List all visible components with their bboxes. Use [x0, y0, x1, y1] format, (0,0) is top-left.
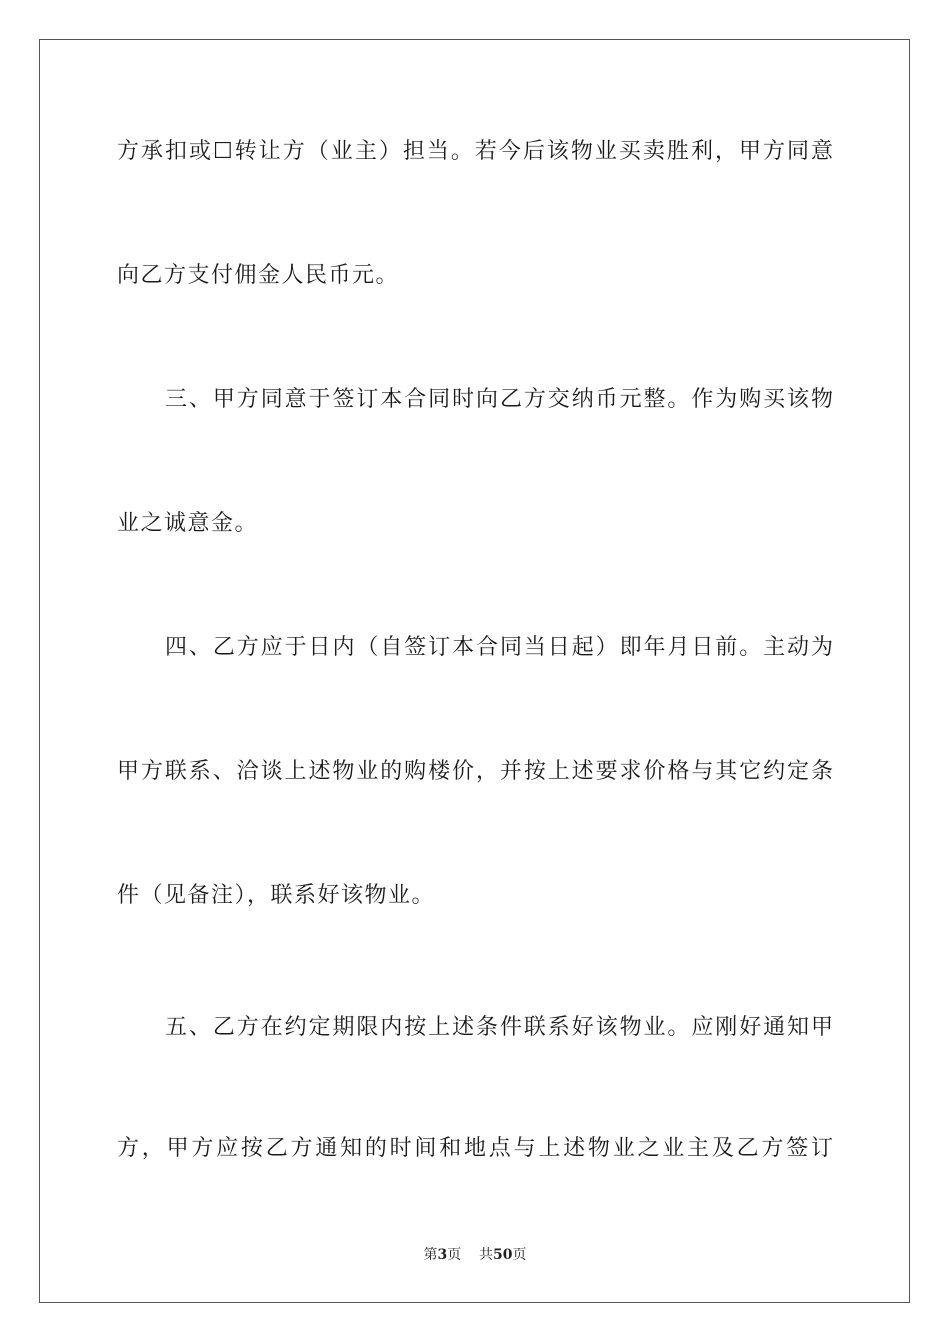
- text-line-4: 业之诚意金。: [117, 511, 259, 536]
- text-line-1: 方承扣或☐转让方（业主）担当。若今后该物业买卖胜利，甲方同意: [117, 139, 833, 164]
- text-line-2: 向乙方支付佣金人民币元。: [117, 263, 400, 288]
- footer-total-suffix: 页: [512, 1247, 527, 1263]
- text-line-5: 四、乙方应于日内（自签订本合同当日起）即年月日前。主动为: [165, 635, 833, 660]
- footer-total-prefix: 共: [479, 1247, 494, 1263]
- footer-page-prefix: 第: [423, 1247, 438, 1263]
- text-line-3: 三、甲方同意于签订本合同时向乙方交纳币元整。作为购买该物: [165, 387, 833, 412]
- page-footer: [0, 1246, 950, 1264]
- text-line-6: 甲方联系、洽谈上述物业的购楼价，并按上述要求价格与其它约定条: [117, 759, 833, 784]
- text-line-9: 方，甲方应按乙方通知的时间和地点与上述物业之业主及乙方签订: [117, 1136, 833, 1161]
- footer-page-number: 3: [437, 1247, 448, 1263]
- footer-page-suffix: 页: [447, 1247, 462, 1263]
- page-border: [39, 39, 910, 1303]
- text-line-8: 五、乙方在约定期限内按上述条件联系好该物业。应刚好通知甲: [165, 1015, 833, 1040]
- text-line-7: 件（见备注），联系好该物业。: [117, 883, 436, 908]
- footer-total-number: 50: [493, 1247, 513, 1263]
